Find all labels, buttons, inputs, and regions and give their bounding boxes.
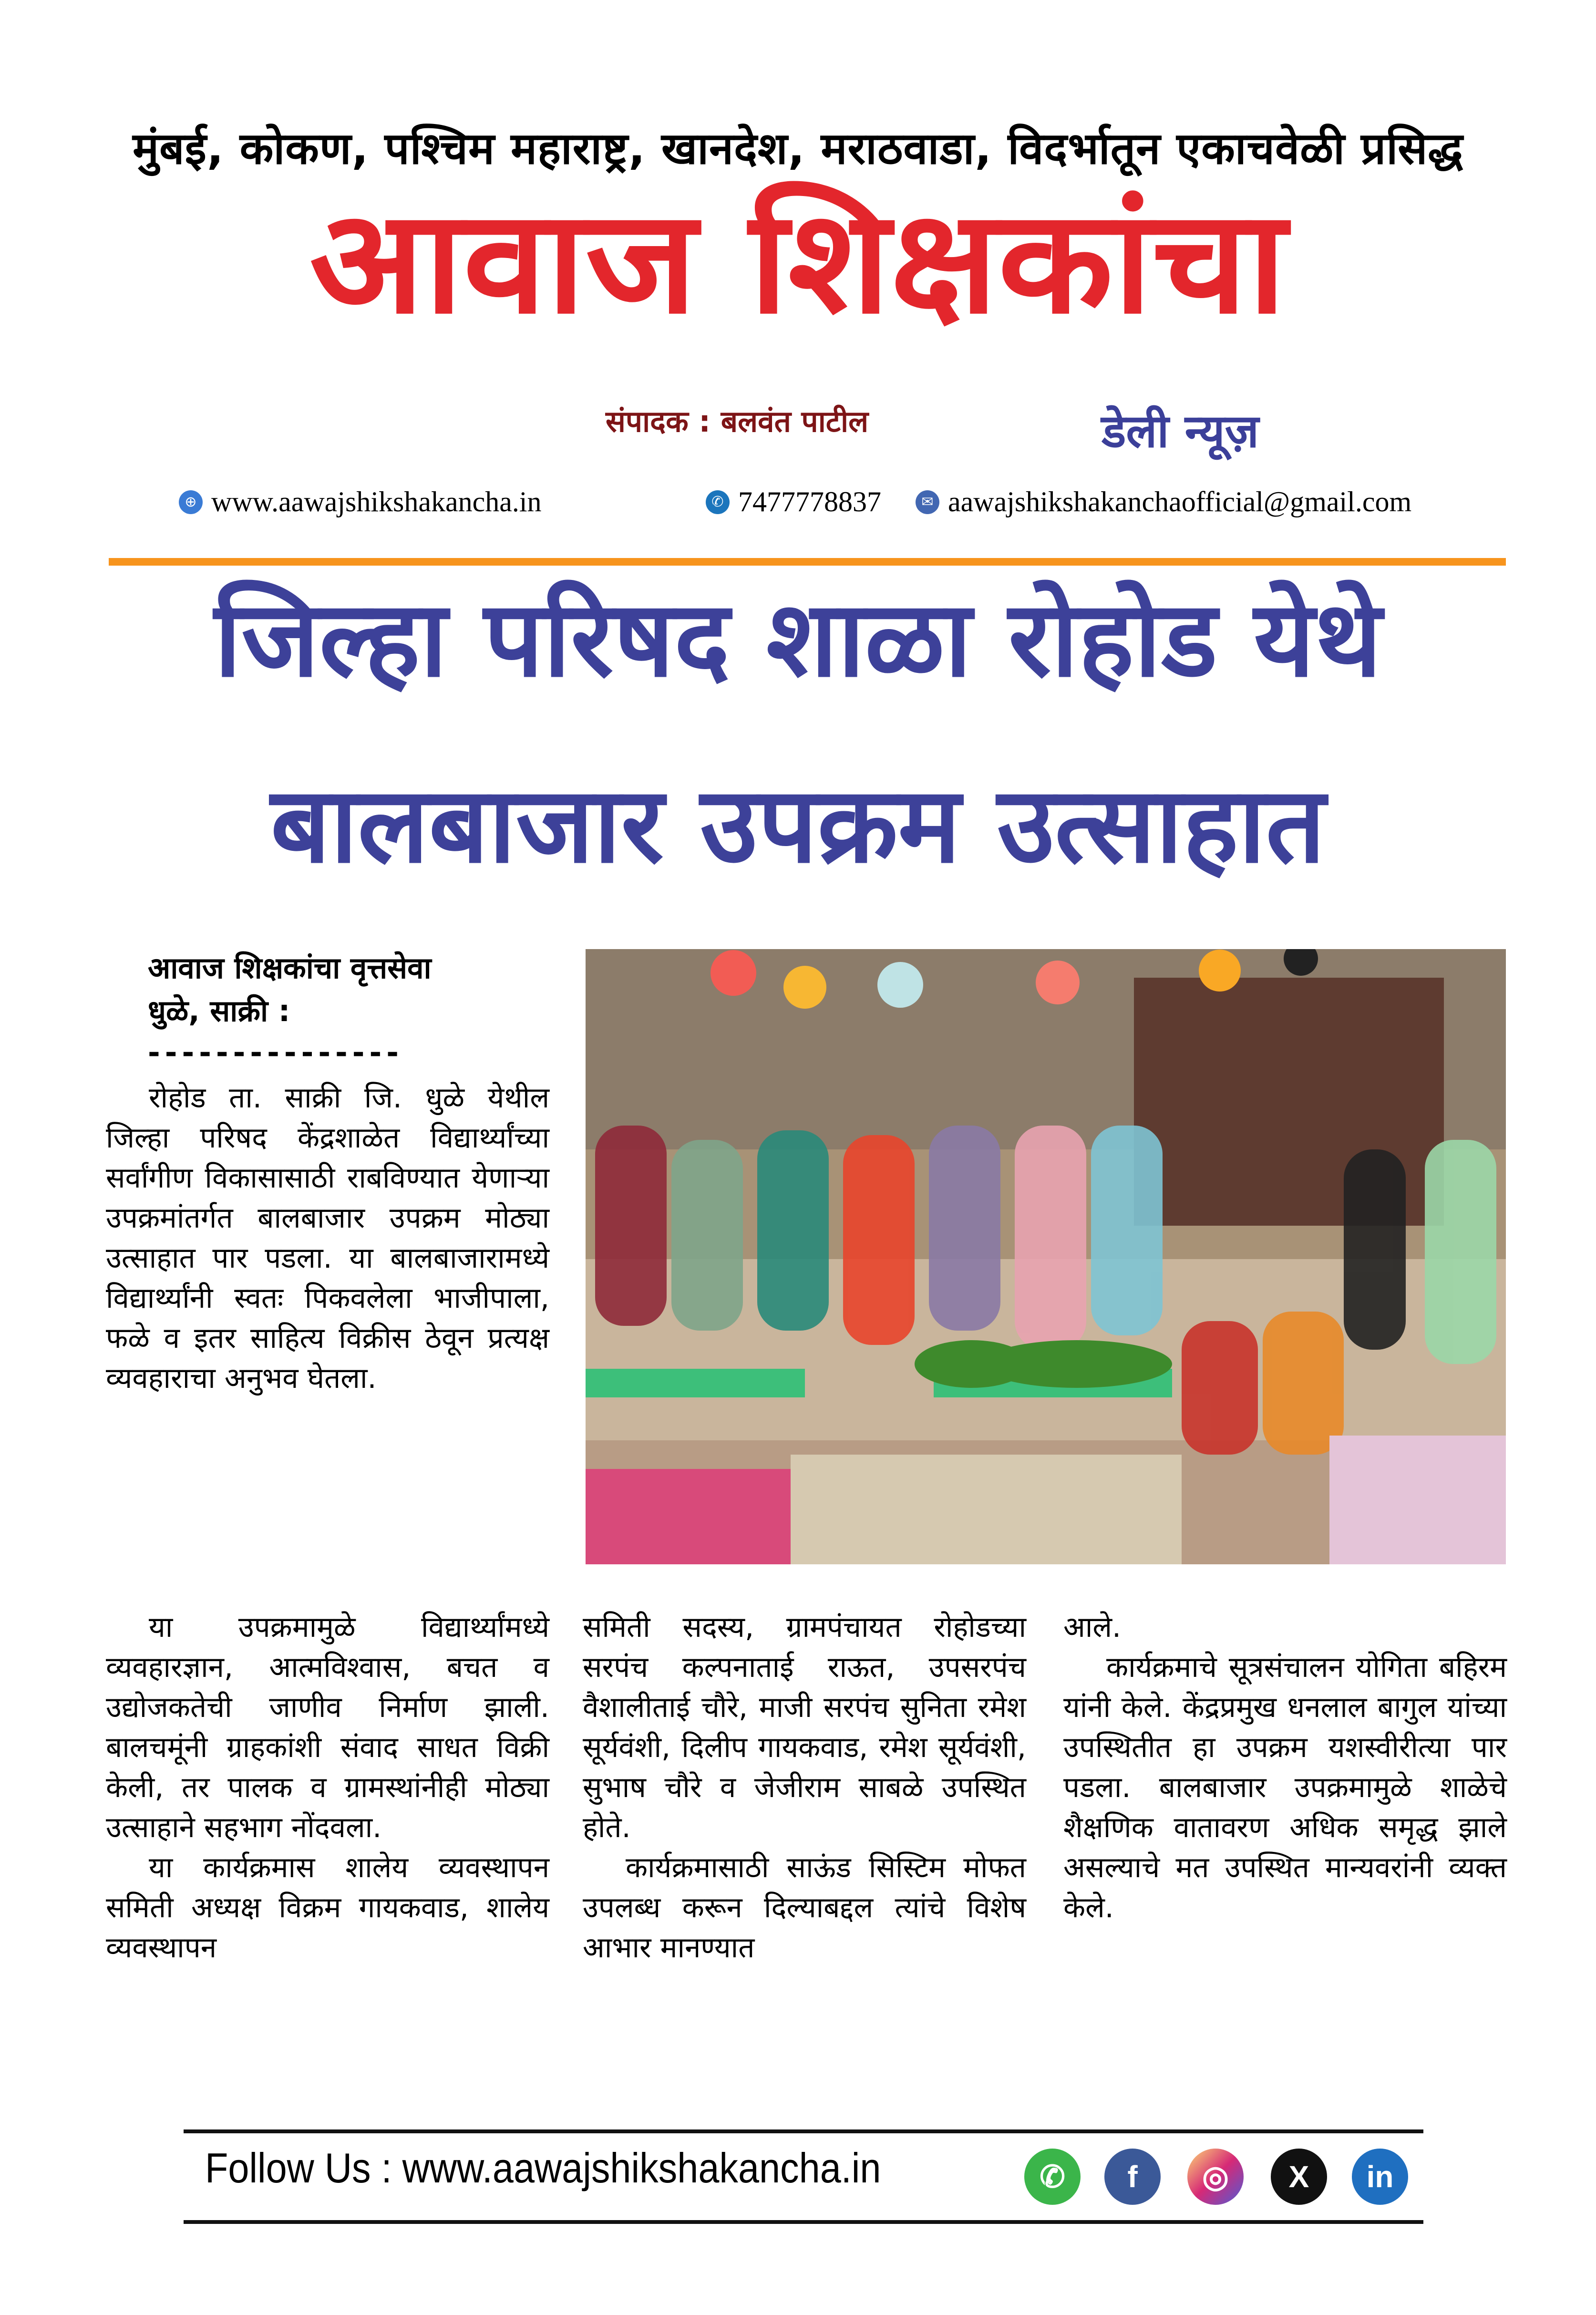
tagline: मुंबई, कोकण, पश्चिम महाराष्ट्र, खानदेश, मराठवाडा, विदर्भातून एकाचवेळी प्रसिद्ध: [133, 123, 1463, 174]
byline-location: धुळे, साक्री :: [148, 993, 290, 1028]
headline-line-2: बालबाजार उपक्रम उत्साहात: [270, 764, 1326, 886]
facebook-icon[interactable]: f: [1104, 2149, 1161, 2205]
masthead-title: आवाज शिक्षकांचा: [309, 179, 1287, 345]
globe-icon: ⊕: [179, 490, 203, 514]
article-column-1-bottom: [106, 1607, 549, 1968]
paragraph: या उपक्रमामुळे विद्यार्थ्यांमध्ये व्यवहारज्ञान, आत्मविश्वास, बचत व उद्योजकतेची जाणीव निर्माण झाली. बालचमूंनी ग्राहकांशी संवाद साधत विक्री केली, तर पालक व ग्रामस्थांनीही मोठ्या उत्साहाने सहभाग नोंदवला.: [106, 1611, 549, 1844]
headline-line-1: जिल्हा परिषद शाळा रोहोड येथे: [214, 578, 1382, 700]
daily-news-subtitle: डेली न्यूज़: [1102, 404, 1259, 458]
paragraph: कार्यक्रमासाठी साऊंड सिस्टिम मोफत उपलब्ध करून दिल्याबद्दल त्यांचे विशेष आभार मानण्यात: [583, 1851, 1026, 1964]
mail-icon: ✉: [916, 490, 939, 514]
footer-top-rule: [184, 2129, 1423, 2133]
website-contact[interactable]: [179, 486, 542, 518]
byline-separator: ---------------: [148, 1035, 403, 1070]
byline-agency: आवाज शिक्षकांचा वृत्तसेवा: [148, 951, 432, 985]
article-column-2: [583, 1607, 1026, 1968]
editor-credit: संपादक : बलवंत पाटील: [606, 404, 869, 439]
phone-contact[interactable]: [706, 486, 881, 518]
article-photo: [586, 949, 1506, 1564]
paragraph: आले.: [1063, 1611, 1122, 1644]
instagram-icon[interactable]: ◎: [1187, 2149, 1244, 2205]
email-contact[interactable]: [916, 486, 1411, 518]
paragraph: कार्यक्रमाचे सूत्रसंचालन योगिता बहिरम यांनी केले. केंद्रप्रमुख धनलाल बागुल यांच्या उपस्थितीत हा उपक्रम यशस्वीरीत्या पार पडला. बालबाजार उपक्रमामुळे शाळेचे शैक्षणिक वातावरण अधिक समृद्ध झाले असल्याचे मत उपस्थित मान्यवरांनी व्यक्त केले.: [1063, 1651, 1507, 1924]
x-icon[interactable]: X: [1271, 2149, 1327, 2205]
email-address[interactable]: aawajshikshakanchaofficial@gmail.com: [948, 486, 1412, 517]
header-divider: [109, 558, 1506, 566]
website-link[interactable]: www.aawajshikshakancha.in: [211, 486, 542, 517]
balbazar-photo: [586, 949, 1506, 1564]
paragraph: समिती सदस्य, ग्रामपंचायत रोहोडच्या सरपंच कल्पनाताई राऊत, उपसरपंच वैशालीताई चौरे, माजी सरपंच सुनिता रमेश सूर्यवंशी, दिलीप गायकवाड, रमेश सूर्यवंशी, सुभाष चौरे व जेजीराम साबळे उपस्थित होते.: [583, 1611, 1026, 1844]
paragraph: या कार्यक्रमास शालेय व्यवस्थापन समिती अध्यक्ष विक्रम गायकवाड, शालेय व्यवस्थापन: [106, 1851, 549, 1964]
whatsapp-icon[interactable]: ✆: [1024, 2149, 1081, 2205]
follow-us-text[interactable]: Follow Us : www.aawajshikshakancha.in: [205, 2144, 881, 2191]
byline: [148, 947, 432, 1033]
phone-icon: ✆: [706, 490, 730, 514]
linkedin-icon[interactable]: in: [1352, 2149, 1408, 2205]
footer-bottom-rule: [184, 2220, 1423, 2224]
phone-number[interactable]: 7477778837: [738, 486, 881, 517]
article-column-1-top: [106, 1078, 549, 1398]
paragraph: रोहोड ता. साक्री जि. धुळे येथील जिल्हा परिषद केंद्रशाळेत विद्यार्थ्यांच्या सर्वांगीण विकासासाठी राबविण्यात येणाऱ्या उपक्रमांतर्गत बालबाजार उपक्रम मोठ्या उत्साहात पार पडला. या बालबाजारामध्ये विद्यार्थ्यांनी स्वतः पिकवलेला भाजीपाला, फळे व इतर साहित्य विक्रीस ठेवून प्रत्यक्ष व्यवहाराचा अनुभव घेतला.: [106, 1081, 549, 1395]
article-column-3: [1063, 1607, 1507, 1928]
